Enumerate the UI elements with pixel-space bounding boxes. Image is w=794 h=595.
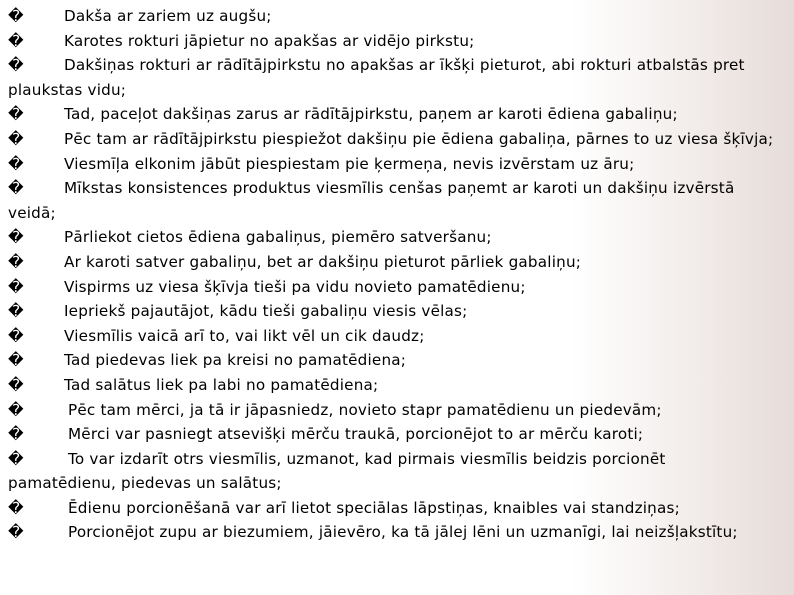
bullet-glyph: � (8, 351, 24, 370)
list-item-text: Pēc tam ar rādītājpirkstu piespiežot dakšiņu pie ēdiena gabaliņa, pārnes to uz viesa šķīvja; (64, 129, 774, 148)
list-item (8, 127, 778, 152)
bullet-glyph: � (8, 449, 24, 468)
list-item-text: Viesmīlis vaicā arī to, vai likt vēl un cik daudz; (64, 326, 425, 345)
bullet-glyph: � (8, 252, 24, 271)
bullet-glyph: � (8, 129, 24, 148)
bullet-glyph: � (8, 326, 24, 345)
list-item (8, 324, 778, 349)
list-item-text: Pēc tam mērci, ja tā ir jāpasniedz, novieto stapr pamatēdienu un piedevām; (68, 400, 662, 419)
list-item-text: Mīkstas konsistences produktus viesmīlis cenšas paņemt ar karoti un dakšiņu izvērstā veidā; (8, 179, 735, 222)
list-item-text: Tad piedevas liek pa kreisi no pamatēdiena; (64, 351, 407, 370)
bullet-glyph: � (8, 105, 24, 124)
list-item (8, 152, 778, 177)
list-item (8, 496, 778, 521)
bullet-glyph: � (8, 154, 24, 173)
list-item-text: Viesmīļa elkonim jābūt piespiestam pie ķermeņa, nevis izvērstam uz āru; (64, 154, 635, 173)
bullet-glyph: � (8, 375, 24, 394)
bullet-glyph: � (8, 425, 24, 444)
list-item (8, 102, 778, 127)
list-item (8, 250, 778, 275)
list-item (8, 398, 778, 423)
document-body (8, 4, 778, 545)
list-item (8, 53, 778, 102)
list-item-text: To var izdarīt otrs viesmīlis, uzmanot, kad pirmais viesmīlis beidzis porcionēt pamatēdienu, piedevas un salātus; (8, 449, 666, 493)
bullet-glyph: � (8, 179, 24, 198)
list-item-text: Tad salātus liek pa labi no pamatēdiena; (64, 375, 379, 394)
list-item (8, 4, 778, 29)
list-item-text: Porcionējot zupu ar biezumiem, jāievēro, ka tā jālej lēni un uzmanīgi, lai neizšļakstītu; (68, 523, 738, 542)
list-item (8, 422, 778, 447)
bullet-glyph: � (8, 498, 24, 517)
list-item-text: Mērci var pasniegt atsevišķi mērču traukā, porcionējot to ar mērču karoti; (68, 425, 644, 444)
list-item (8, 299, 778, 324)
list-item (8, 176, 778, 225)
list-item-text: Tad, paceļot dakšiņas zarus ar rādītājpirkstu, paņem ar karoti ēdiena gabaliņu; (64, 105, 678, 124)
list-item-text: Pārliekot cietos ēdiena gabaliņus, piemēro satveršanu; (64, 228, 492, 247)
list-item-text: Dakšiņas rokturi ar rādītājpirkstu no apakšas ar īkšķi pieturot, abi rokturi atbalstās pret plaukstas vidu; (8, 56, 745, 99)
bullet-glyph: � (8, 56, 24, 75)
bullet-glyph: � (8, 228, 24, 247)
list-item (8, 348, 778, 373)
list-item (8, 275, 778, 300)
list-item-text: Ar karoti satver gabaliņu, bet ar dakšiņu pieturot pārliek gabaliņu; (64, 252, 582, 271)
bullet-glyph: � (8, 302, 24, 321)
bullet-glyph: � (8, 7, 24, 25)
list-item-text: Vispirms uz viesa šķīvja tieši pa vidu novieto pamatēdienu; (64, 277, 526, 296)
list-item-text: Dakša ar zariem uz augšu; (64, 7, 272, 25)
list-item (8, 447, 778, 496)
list-item (8, 225, 778, 250)
list-item-text: Karotes rokturi jāpietur no apakšas ar vidējo pirkstu; (64, 31, 475, 50)
list-item (8, 29, 778, 54)
bullet-glyph: � (8, 277, 24, 296)
bullet-glyph: � (8, 400, 24, 419)
list-item-text: Iepriekš pajautājot, kādu tieši gabaliņu viesis vēlas; (64, 302, 468, 321)
list-item (8, 373, 778, 398)
list-item (8, 520, 778, 545)
bullet-glyph: � (8, 523, 24, 542)
bullet-glyph: � (8, 31, 24, 50)
list-item-text: Ēdienu porcionēšanā var arī lietot speciālas lāpstiņas, knaibles vai standziņas; (68, 498, 680, 517)
